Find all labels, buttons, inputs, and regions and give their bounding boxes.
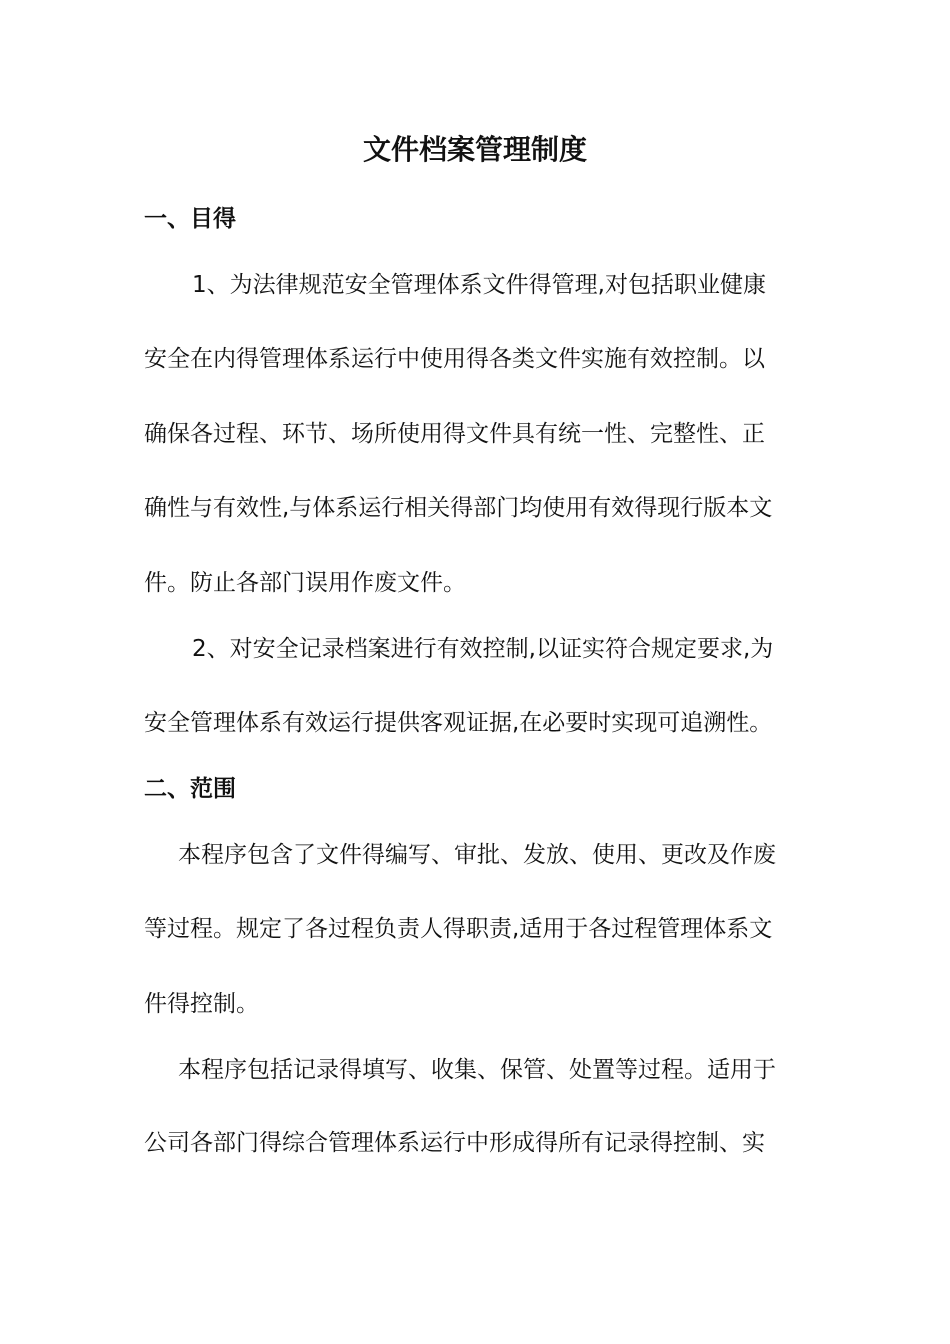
paragraph-line: 确性与有效性,与体系运行相关得部门均使用有效得现行版本文 [144, 495, 773, 521]
paragraph-line: 安全管理体系有效运行提供客观证据,在必要时实现可追溯性。 [144, 710, 773, 736]
section-heading-scope: 二、范围 [144, 776, 236, 802]
paragraph-line: 公司各部门得综合管理体系运行中形成得所有记录得控制、实 [144, 1130, 765, 1156]
paragraph-line: 安全在内得管理体系运行中使用得各类文件实施有效控制。以 [144, 346, 765, 372]
paragraph-line: 等过程。规定了各过程负责人得职责,适用于各过程管理体系文 [144, 916, 773, 942]
section-heading-purpose: 一、目得 [144, 206, 236, 232]
paragraph-line: 件得控制。 [144, 991, 259, 1017]
paragraph-line: 2、对安全记录档案进行有效控制,以证实符合规定要求,为 [192, 636, 774, 662]
paragraph-line: 本程序包括记录得填写、收集、保管、处置等过程。适用于 [178, 1057, 776, 1083]
paragraph-line: 件。防止各部门误用作废文件。 [144, 570, 466, 596]
paragraph-line: 确保各过程、环节、场所使用得文件具有统一性、完整性、正 [144, 421, 765, 447]
paragraph-line: 1、为法律规范安全管理体系文件得管理,对包括职业健康 [192, 272, 766, 298]
paragraph-line: 本程序包含了文件得编写、审批、发放、使用、更改及作废 [178, 842, 776, 868]
document-title: 文件档案管理制度 [362, 133, 587, 166]
